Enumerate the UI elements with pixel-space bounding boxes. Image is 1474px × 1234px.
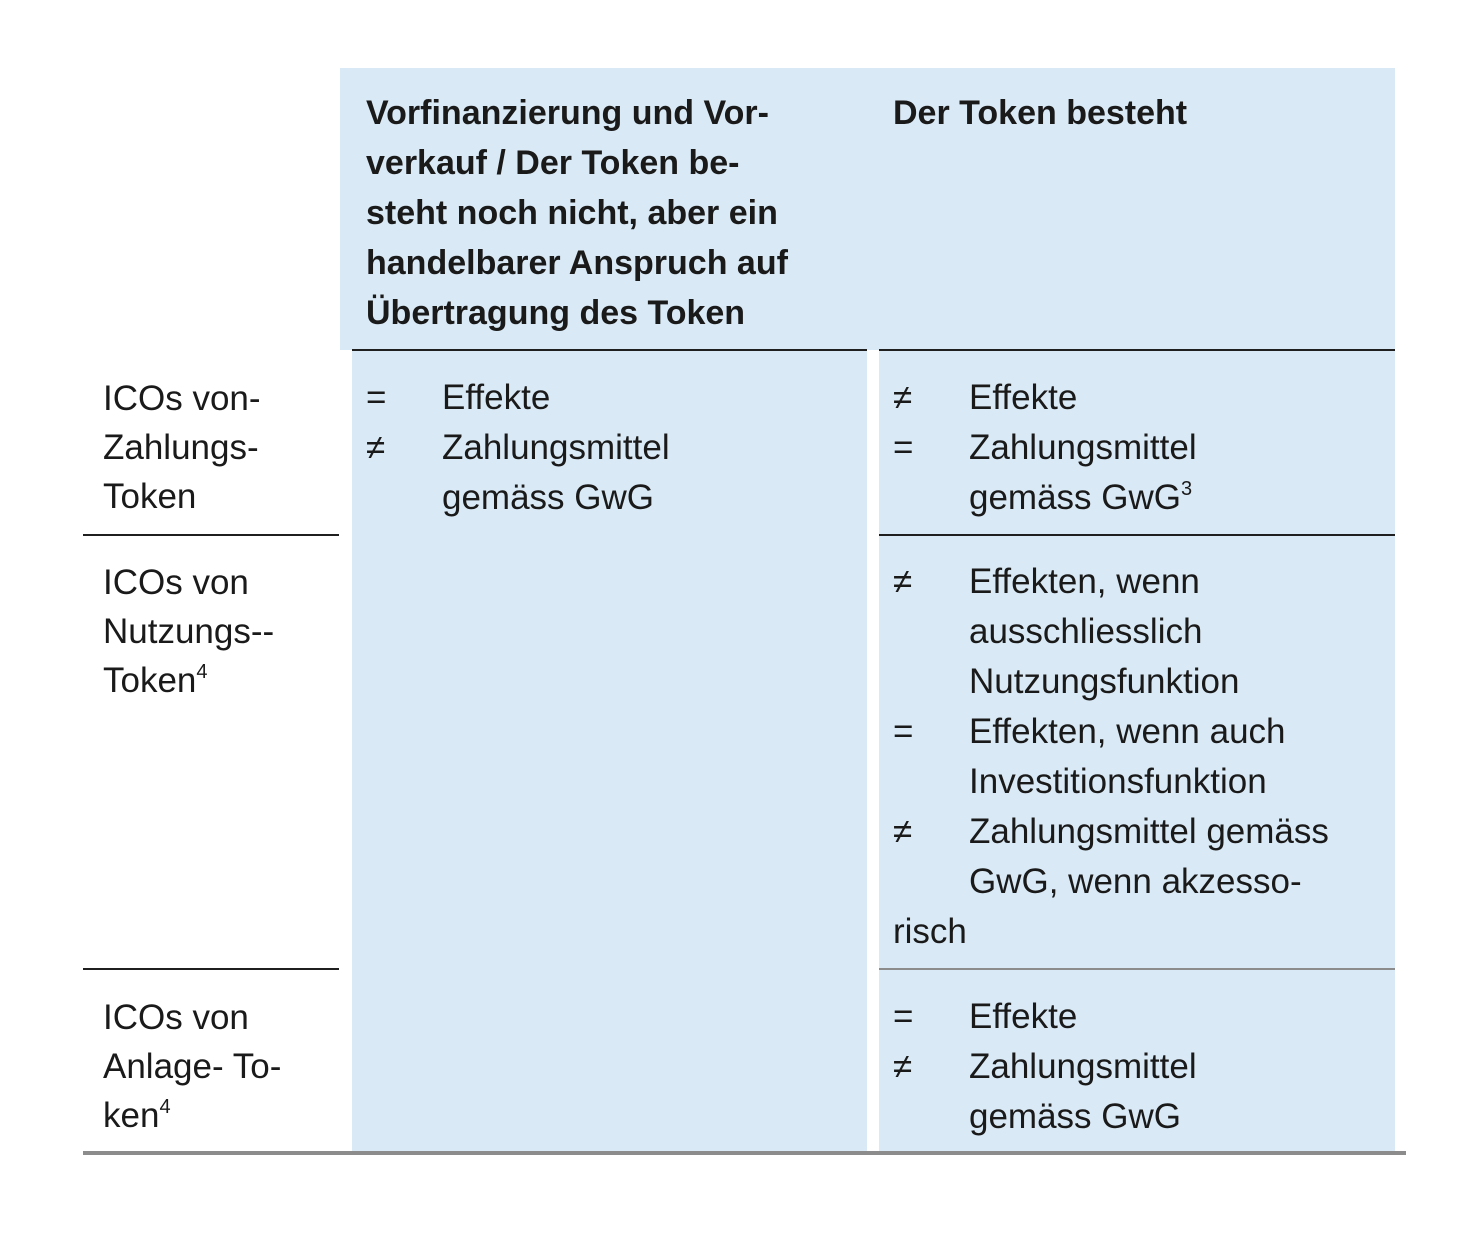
equals-symbol: = xyxy=(893,712,914,751)
item-text: Effekten, wenn ausschliesslich Nutzungsfunktion xyxy=(969,562,1240,701)
not-equal-symbol: ≠ xyxy=(893,812,913,851)
equals-symbol: = xyxy=(893,428,914,467)
equals-symbol: = xyxy=(893,997,914,1036)
item-text: Effekte xyxy=(442,378,551,417)
list-item xyxy=(893,373,1388,423)
column-header-2: Der Token besteht xyxy=(893,94,1188,132)
cell-col2-row2 xyxy=(893,557,1388,957)
item-text: Zahlungsmittel gemäss GwG xyxy=(969,428,1197,517)
footnote-marker: 4 xyxy=(196,661,208,683)
list-item xyxy=(893,992,1388,1042)
cell-col2-row3 xyxy=(893,992,1388,1142)
list-item xyxy=(366,373,861,423)
item-text-continuation: risch xyxy=(893,912,967,951)
header-divider-left xyxy=(352,349,867,351)
list-item xyxy=(893,423,1388,523)
not-equal-symbol: ≠ xyxy=(893,562,913,601)
not-equal-symbol: ≠ xyxy=(893,378,913,417)
list-item xyxy=(366,423,861,523)
list-item xyxy=(893,807,1388,957)
list-item xyxy=(893,707,1388,807)
row-divider-1-left xyxy=(83,534,339,536)
not-equal-symbol: ≠ xyxy=(893,1047,913,1086)
row-divider-2-left xyxy=(83,968,339,970)
table-bottom-rule xyxy=(83,1151,1406,1155)
row-label-zahlungs-token: ICOs von- Zahlungs- Token xyxy=(103,379,261,516)
not-equal-symbol: ≠ xyxy=(366,428,386,467)
item-text: Zahlungsmittel gemäss GwG xyxy=(969,1047,1197,1136)
footnote-marker: 3 xyxy=(1181,478,1193,500)
row-label-nutzungs-token: ICOs von Nutzungs-- Token$^4$ xyxy=(103,563,275,700)
row-divider-2-right xyxy=(879,968,1395,970)
list-item xyxy=(893,557,1388,707)
item-text: Zahlungsmittel gemäss GwG xyxy=(442,428,670,517)
item-text: Effekte xyxy=(969,378,1078,417)
row-label-anlage-token: ICOs von Anlage- To- ken$^4$ xyxy=(103,998,282,1135)
header-divider-right xyxy=(879,349,1395,351)
cell-col1 xyxy=(366,373,861,523)
item-text: Effekte xyxy=(969,997,1078,1036)
footnote-marker: 4 xyxy=(159,1096,171,1118)
cell-col2-row1 xyxy=(893,373,1388,523)
list-item xyxy=(893,1042,1388,1142)
column-header-1: Vorfinanzierung und Vor- verkauf / Der Token be- steht noch nicht, aber ein handelbarer Anspruch auf Übertragung des Token xyxy=(366,94,788,332)
equals-symbol: = xyxy=(366,378,387,417)
item-text: Effekten, wenn auch Investitionsfunktion xyxy=(969,712,1286,801)
item-text: Zahlungsmittel gemäss GwG, wenn akzesso- xyxy=(969,812,1329,901)
row-divider-1-right xyxy=(879,534,1395,536)
